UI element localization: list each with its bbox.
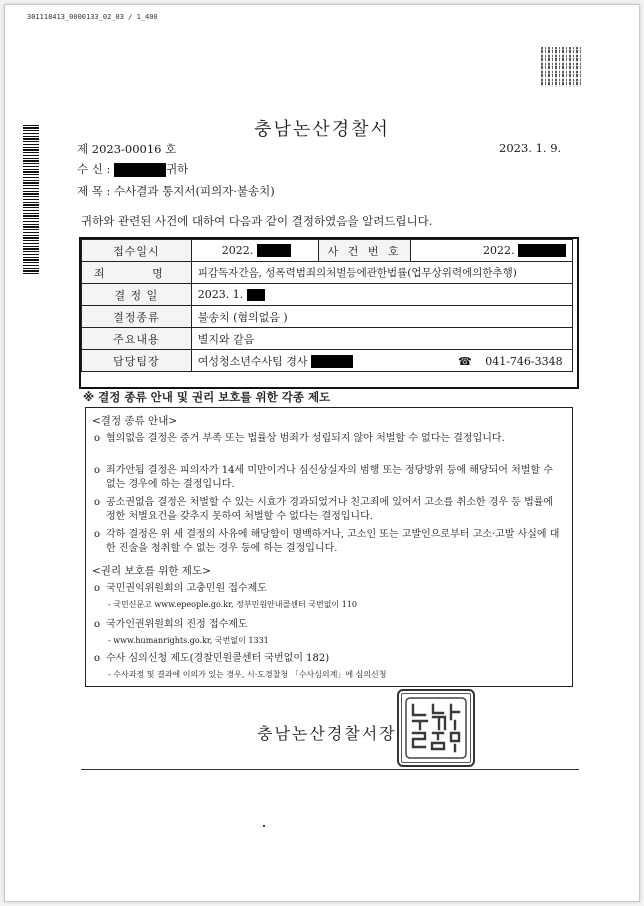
case-number-cell: [411, 240, 573, 262]
receipt-date-value: 2022.: [221, 243, 254, 257]
list-item: o 혐의없음 결정은 증거 부족 또는 법률상 범죄가 성립되지 않아 처벌할 수 없다는 결정입니다.: [94, 433, 505, 444]
document-number: 제 2023-00016 호: [77, 142, 177, 156]
officer-label: 담당팀장: [82, 350, 192, 372]
list-item: o 수사 심의신청 제도(경찰민원콜센터 국번없이 182): [94, 653, 330, 664]
list-item-detail: - www.humanrights.go.kr, 국번없이 1331: [108, 636, 269, 645]
phone-number: 041-746-3348: [485, 354, 563, 368]
case-info-table: [81, 239, 573, 372]
redaction-box: [518, 244, 566, 257]
decision-types-title: <결정 종류 안내>: [92, 415, 178, 427]
list-item: o 국가인권위원회의 진정 접수제도: [94, 619, 248, 630]
official-seal-icon: [397, 689, 475, 767]
receipt-date-label: 접수일시: [82, 240, 192, 262]
recipient-line: [77, 161, 188, 177]
document-date: 2023. 1. 9.: [499, 141, 562, 155]
redaction-box: [114, 163, 166, 177]
main-content-label: 주요내용: [82, 328, 192, 350]
notice-box: [85, 407, 573, 687]
document-page: [4, 4, 640, 902]
subject-line: 제 목 : 수사결과 통지서(피의자·불송치): [77, 184, 275, 198]
qr-code-icon: [541, 47, 581, 87]
case-number-label: 사 건 번 호: [319, 240, 411, 262]
intro-text: 귀하와 관련된 사건에 대하여 다음과 같이 결정하였음을 알려드립니다.: [81, 214, 433, 228]
list-item-detail: - 국민신문고 www.epeople.go.kr, 정부민원안내콜센터 국번없이 110: [108, 600, 357, 609]
barcode-icon: [23, 125, 39, 275]
charge-label: 죄 명: [82, 262, 192, 284]
recipient-suffix: 귀하: [166, 162, 189, 176]
decision-date-value: 2023. 1.: [197, 288, 244, 301]
redaction-box: [311, 355, 353, 368]
page-title: 충남논산경찰서: [254, 119, 390, 140]
case-number-value: 2022.: [483, 243, 515, 257]
charge-value: 피감독자간음, 성폭력범죄의처벌등에관한법률(업무상위력에의한추행): [191, 262, 572, 284]
receipt-date-cell: [191, 240, 318, 262]
scan-speck: [263, 825, 265, 827]
phone-icon: ☎: [458, 354, 472, 368]
notice-heading: ※ 결정 종류 안내 및 권리 보호를 위한 각종 제도: [83, 390, 331, 404]
decision-type-value: 불송치 (혐의없음 ): [191, 306, 572, 328]
document-id: 301118413_0000133_02_03 / 1_400: [27, 13, 158, 21]
recipient-label: 수 신 :: [77, 162, 111, 176]
list-item: o 각하 결정은 위 세 결정의 사유에 해당함이 명백하거나, 고소인 또는 고발인으로부터 고소·고발 사실에 대한 진술을 청취할 수 없는 경우 등에 하는 결정입니다.: [94, 529, 560, 554]
rights-title: <권리 보호를 위한 제도>: [92, 565, 211, 577]
list-item: o 공소권없음 결정은 처벌할 수 있는 시효가 경과되었거나 친고죄에 있어서 고소를 취소한 경우 등 법률에 정한 처벌요건을 갖추지 못하여 처벌할 수 없다는 결정입니다.: [94, 497, 554, 522]
bottom-divider: [81, 769, 579, 770]
officer-cell: [191, 350, 572, 372]
list-item: o 죄가안됨 결정은 피의자가 14세 미만이거나 심신상실자의 범행 또는 정당방위 등에 해당되어 처벌할 수 없는 경우에 하는 결정입니다.: [94, 465, 553, 490]
officer-value: 여성청소년수사팀 경사: [197, 354, 308, 368]
issuer-name: 충남논산경찰서장: [257, 724, 397, 743]
main-content-value: 별지와 같음: [191, 328, 572, 350]
list-item-detail: - 수사과정 및 결과에 이의가 있는 경우, 시·도경찰청 「수사심의계」에 심의신청: [108, 670, 387, 679]
decision-type-label: 결정종류: [82, 306, 192, 328]
redaction-box: [247, 289, 265, 301]
decision-date-cell: [191, 284, 572, 306]
redaction-box: [257, 244, 291, 257]
seal-glyphs: [403, 695, 469, 761]
decision-date-label: 결 정 일: [82, 284, 192, 306]
list-item: o 국민권익위원회의 고충민원 접수제도: [94, 583, 267, 594]
